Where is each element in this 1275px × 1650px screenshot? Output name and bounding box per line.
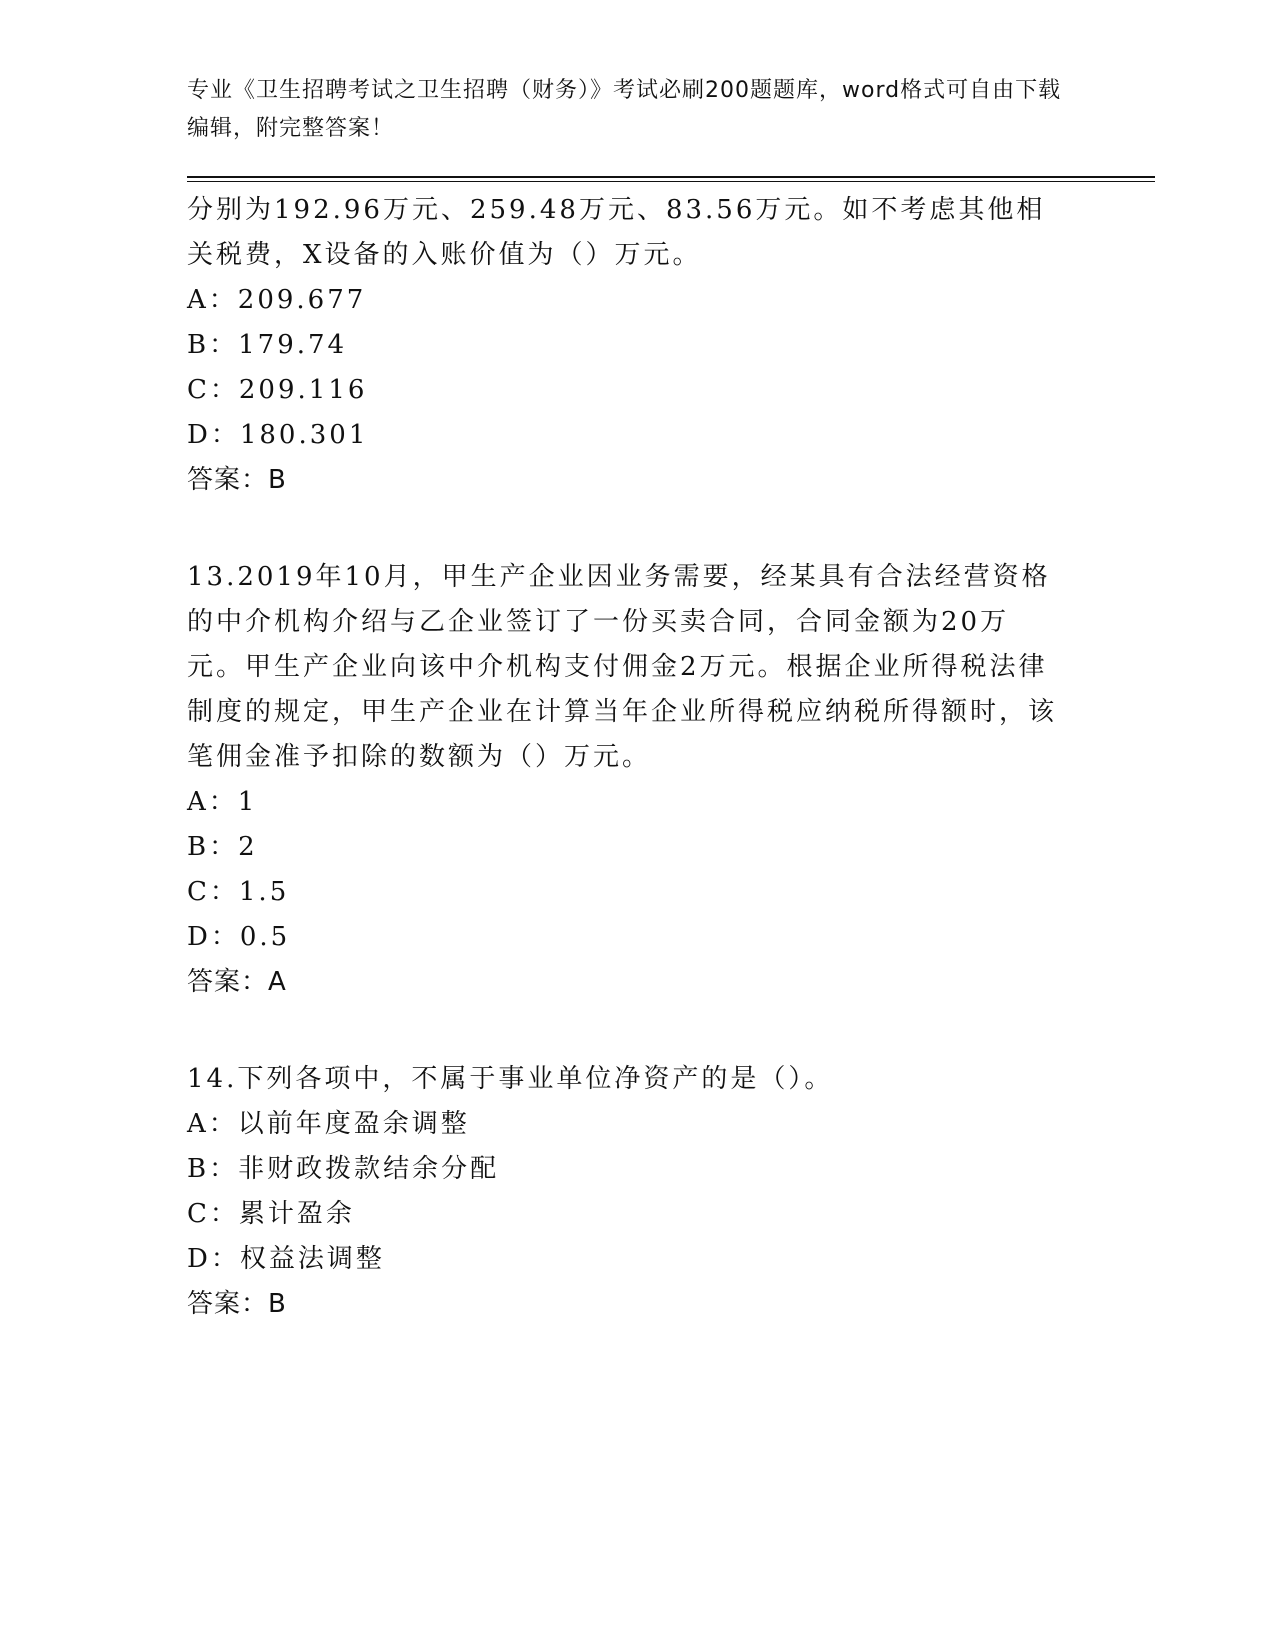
header-divider-thin: [187, 181, 1155, 182]
question-text: 分别为192.96万元、259.48万元、83.56万元。如不考虑其他相关税费，X设备的入账价值为（）万元。: [187, 195, 1046, 270]
document-header: 专业《卫生招聘考试之卫生招聘（财务）》考试必刷200题题库，word格式可自由下载编辑，附完整答案！: [187, 78, 1062, 141]
option-b: B：非财政拨款结余分配: [187, 1154, 500, 1184]
option-d: D：180.301: [187, 420, 369, 450]
question-14: [187, 1057, 1067, 1327]
question-text: 14.下列各项中，不属于事业单位净资产的是（）。: [187, 1064, 834, 1094]
question-continuation: [187, 188, 1067, 503]
question-13: [187, 555, 1067, 1005]
option-d: D：0.5: [187, 922, 291, 952]
option-d: D：权益法调整: [187, 1244, 385, 1274]
option-a: A：1: [187, 787, 258, 817]
question-text: 13.2019年10月，甲生产企业因业务需要，经某具有合法经营资格的中介机构介绍与乙企业签订了一份买卖合同，合同金额为20万元。甲生产企业向该中介机构支付佣金2万元。根据企业所得税法律制度的规定，甲生产企业在计算当年企业所得税应纳税所得额时，该笔佣金准予扣除的数额为（）万元。: [187, 562, 1058, 772]
header-divider-thick: [187, 176, 1155, 178]
answer: 答案：B: [187, 1289, 287, 1319]
answer: 答案：A: [187, 967, 287, 997]
option-c: C：累计盈余: [187, 1199, 355, 1229]
spacer: [187, 503, 1067, 555]
option-a: A：以前年度盈余调整: [187, 1109, 470, 1139]
option-b: B：179.74: [187, 330, 348, 360]
option-c: C：209.116: [187, 375, 368, 405]
option-a: A：209.677: [187, 285, 367, 315]
option-c: C：1.5: [187, 877, 290, 907]
spacer: [187, 1005, 1067, 1057]
document-body: [187, 188, 1067, 1327]
option-b: B：2: [187, 832, 258, 862]
answer: 答案：B: [187, 465, 287, 495]
